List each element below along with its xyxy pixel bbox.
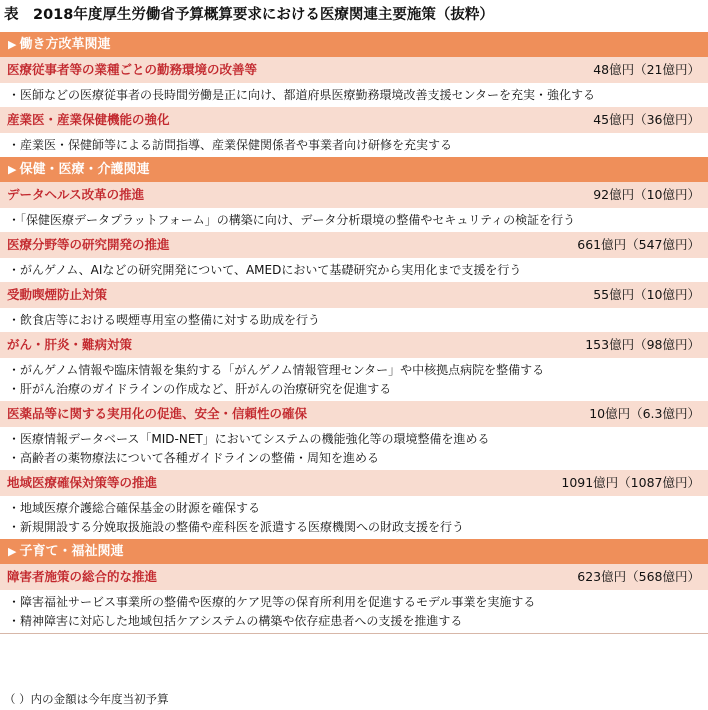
section-health-medical-care bbox=[0, 157, 708, 539]
policy-item-header bbox=[0, 107, 708, 133]
section-header bbox=[0, 539, 708, 564]
budget-amount: 10億円（6.3億円） bbox=[589, 406, 700, 421]
policy-details bbox=[0, 308, 708, 332]
detail-line: ・地域医療介護総合確保基金の財源を確保する bbox=[8, 501, 261, 515]
detail-line: ・がんゲノム、AIなどの研究開発について、AMEDにおいて基礎研究から実用化まで支援を行う bbox=[8, 263, 522, 277]
budget-amount: 661億円（547億円） bbox=[577, 237, 700, 252]
policy-item-header bbox=[0, 564, 708, 590]
detail-line: ・新規開設する分娩取扱施設の整備や産科医を派遣する医療機関への財政支援を行う bbox=[8, 520, 465, 534]
policy-item-header bbox=[0, 232, 708, 258]
table-title: 表 2018年度厚生労働省予算概算要求における医療関連主要施策（抜粋） bbox=[4, 7, 494, 23]
section-label: 保健・医療・介護関連 bbox=[19, 162, 150, 177]
footnote: （ ）内の金額は今年度当初予算 bbox=[4, 692, 169, 706]
triangle-right-icon: ▶ bbox=[8, 545, 17, 558]
detail-line: ・障害福祉サービス事業所の整備や医療的ケア児等の保育所利用を促進するモデル事業を実施する bbox=[8, 595, 536, 609]
detail-line: ・高齢者の薬物療法について各種ガイドラインの整備・周知を進める bbox=[8, 451, 380, 465]
policy-name: 障害者施策の総合的な推進 bbox=[7, 569, 158, 584]
detail-line: ・「保健医療データプラットフォーム」の構築に向け、データ分析環境の整備やセキュリティの検証を行う bbox=[8, 213, 576, 227]
detail-line: ・がんゲノム情報や臨床情報を集約する「がんゲノム情報管理センター」や中核拠点病院を整備する bbox=[8, 363, 545, 377]
policy-item-header bbox=[0, 57, 708, 83]
policy-name: がん・肝炎・難病対策 bbox=[7, 337, 133, 352]
budget-amount: 153億円（98億円） bbox=[585, 337, 700, 352]
budget-amount: 55億円（10億円） bbox=[593, 287, 700, 302]
policy-item-header bbox=[0, 332, 708, 358]
detail-line: ・医療情報データベース「MID-NET」においてシステムの機能強化等の環境整備を進める bbox=[8, 432, 490, 446]
policy-name: 医療分野等の研究開発の推進 bbox=[7, 237, 170, 252]
policy-name: 医薬品等に関する実用化の促進、安全・信頼性の確保 bbox=[7, 406, 308, 421]
policy-details bbox=[0, 208, 708, 232]
policy-name: 産業医・産業保健機能の強化 bbox=[7, 112, 170, 127]
policy-details bbox=[0, 427, 708, 470]
detail-line: ・医師などの医療従事者の長時間労働是正に向け、都道府県医療勤務環境改善支援センターを充実・強化する bbox=[8, 88, 596, 102]
policy-name: 受動喫煙防止対策 bbox=[7, 287, 108, 302]
policy-item-header bbox=[0, 401, 708, 427]
section-childcare-welfare bbox=[0, 539, 708, 633]
policy-details bbox=[0, 83, 708, 107]
policy-details bbox=[0, 590, 708, 633]
policy-item-header bbox=[0, 282, 708, 308]
policy-name: データヘルス改革の推進 bbox=[7, 187, 145, 202]
triangle-right-icon: ▶ bbox=[8, 38, 17, 51]
policy-details bbox=[0, 496, 708, 539]
triangle-right-icon: ▶ bbox=[8, 163, 17, 176]
detail-line: ・産業医・保健師等による訪問指導、産業保健関係者や事業者向け研修を充実する bbox=[8, 138, 453, 152]
policy-name: 医療従事者等の業種ごとの勤務環境の改善等 bbox=[7, 62, 258, 77]
detail-line: ・肝がん治療のガイドラインの作成など、肝がんの治療研究を促進する bbox=[8, 382, 392, 396]
section-header bbox=[0, 157, 708, 182]
budget-amount: 92億円（10億円） bbox=[593, 187, 700, 202]
policy-item-header bbox=[0, 182, 708, 208]
table-bottom-rule bbox=[0, 633, 708, 634]
policy-item-header bbox=[0, 470, 708, 496]
policy-details bbox=[0, 258, 708, 282]
budget-amount: 45億円（36億円） bbox=[593, 112, 700, 127]
detail-line: ・飲食店等における喫煙専用室の整備に対する助成を行う bbox=[8, 313, 321, 327]
section-label: 子育て・福祉関連 bbox=[19, 544, 124, 559]
budget-amount: 48億円（21億円） bbox=[593, 62, 700, 77]
policy-details bbox=[0, 133, 708, 157]
section-work-reform bbox=[0, 32, 708, 157]
section-header bbox=[0, 32, 708, 57]
budget-amount: 1091億円（1087億円） bbox=[561, 475, 700, 490]
budget-amount: 623億円（568億円） bbox=[577, 569, 700, 584]
policy-name: 地域医療確保対策等の推進 bbox=[7, 475, 158, 490]
detail-line: ・精神障害に対応した地域包括ケアシステムの構築や依存症患者への支援を推進する bbox=[8, 614, 463, 628]
section-label: 働き方改革関連 bbox=[19, 37, 111, 52]
policy-details bbox=[0, 358, 708, 401]
